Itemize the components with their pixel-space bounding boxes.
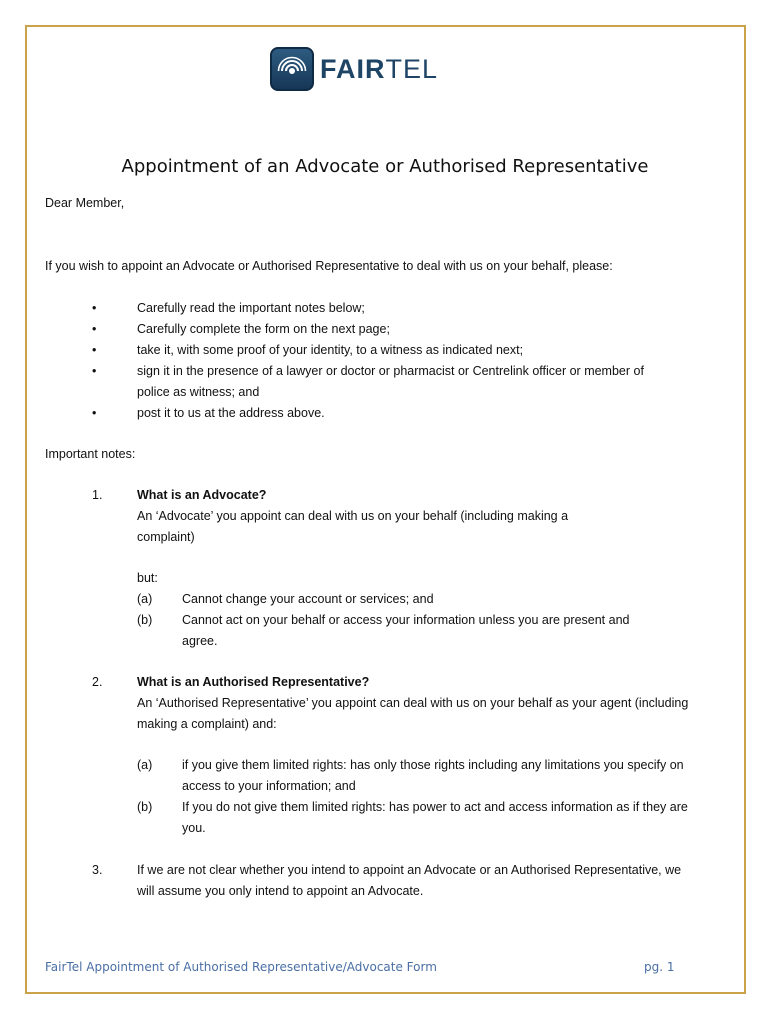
note-text: will assume you only intend to appoint an Advocate. [137, 884, 424, 898]
brand-name-bold: FAIR [320, 53, 386, 84]
note-heading: What is an Authorised Representative? [137, 675, 370, 689]
bullet-symbol: • [92, 322, 97, 336]
sub-item-label: (b) [137, 800, 153, 814]
bullet-item: Carefully read the important notes below; [137, 301, 365, 315]
sub-item-text: you. [182, 821, 206, 835]
brand-name-light: TEL [385, 53, 439, 84]
note-number: 2. [92, 675, 103, 689]
footer-document-name: FairTel Appointment of Authorised Representative/Advocate Form [45, 960, 437, 974]
sub-item-label: (b) [137, 613, 153, 627]
notes-heading: Important notes: [45, 447, 136, 461]
sub-item-text: Cannot act on your behalf or access your information unless you are present and [182, 613, 630, 627]
sub-item-text: Cannot change your account or services; and [182, 592, 434, 606]
bullet-item: Carefully complete the form on the next page; [137, 322, 390, 336]
sub-item-label: (a) [137, 592, 153, 606]
footer-page-number: pg. 1 [644, 960, 675, 974]
note-text: An ‘Authorised Representative’ you appoint can deal with us on your behalf as your agent (including [137, 696, 689, 710]
note-text: If we are not clear whether you intend to appoint an Advocate or an Authorised Representative, we [137, 863, 682, 877]
note-number: 3. [92, 863, 103, 877]
bullet-item: sign it in the presence of a lawyer or doctor or pharmacist or Centrelink officer or member of [137, 364, 644, 378]
bullet-symbol: • [92, 343, 97, 357]
sub-item-label: (a) [137, 758, 153, 772]
note-number: 1. [92, 488, 103, 502]
intro-text: If you wish to appoint an Advocate or Authorised Representative to deal with us on your behalf, please: [45, 259, 613, 273]
note-text: complaint) [137, 530, 195, 544]
wifi-signal-icon [270, 47, 314, 91]
note-heading: What is an Advocate? [137, 488, 267, 502]
bullet-item-continued: police as witness; and [137, 385, 260, 399]
sub-item-text: If you do not give them limited rights: has power to act and access information as if they are [182, 800, 688, 814]
bullet-symbol: • [92, 301, 97, 315]
note-text: making a complaint) and: [137, 717, 277, 731]
sub-item-text: if you give them limited rights: has only those rights including any limitations you specify on [182, 758, 684, 772]
brand-name [320, 54, 438, 85]
greeting: Dear Member, [45, 196, 125, 210]
note-text: An ‘Advocate’ you appoint can deal with us on your behalf (including making a [137, 509, 569, 523]
bullet-item: take it, with some proof of your identity, to a witness as indicated next; [137, 343, 524, 357]
bullet-symbol: • [92, 364, 97, 378]
document-title: Appointment of an Advocate or Authorised Representative [121, 156, 649, 177]
fairtel-logo [270, 45, 438, 93]
bullet-item: post it to us at the address above. [137, 406, 325, 420]
sub-item-text: agree. [182, 634, 218, 648]
note-but: but: [137, 571, 158, 585]
sub-item-text: access to your information; and [182, 779, 356, 793]
bullet-symbol: • [92, 406, 97, 420]
